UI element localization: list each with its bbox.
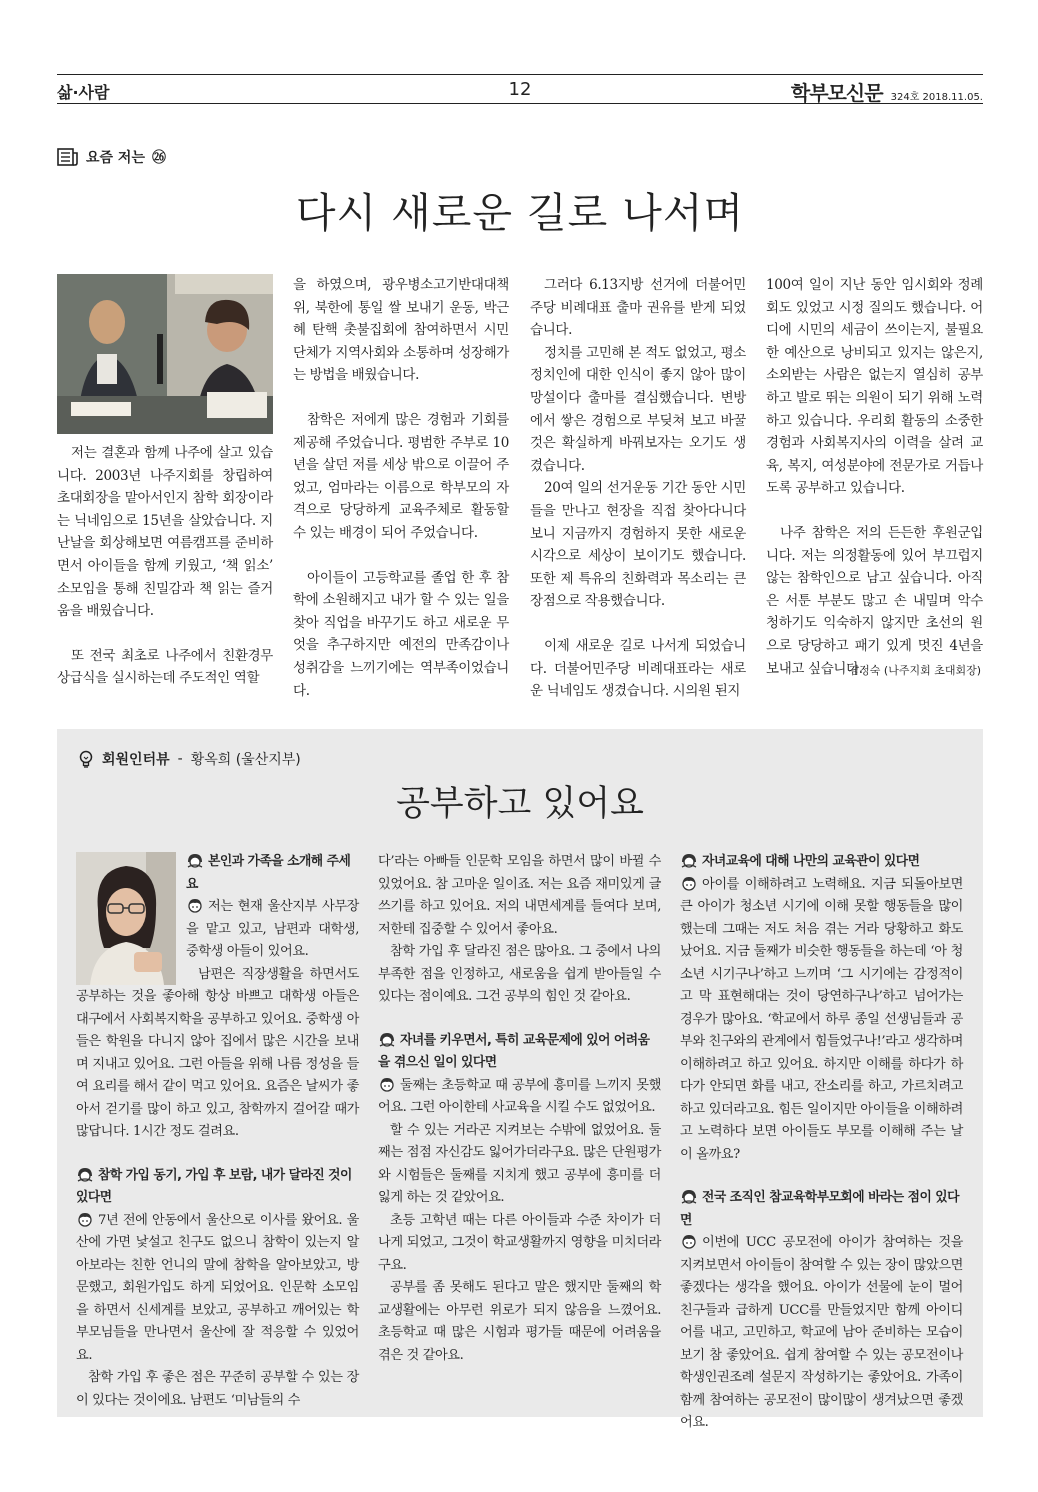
interview-title: 공부하고 있어요 <box>396 784 644 824</box>
interview-kicker <box>78 749 301 769</box>
question-2 <box>76 1165 359 1210</box>
interview-column-3 <box>680 851 963 1435</box>
paragraph: 을 하였으며, 광우병소고기반대대책위, 북한에 통일 쌀 보내기 운동, 박근혜 탄핵 촛불집회에 참여하면서 시민단체가 지역사회와 소통하며 성장해가는 방법을 배웠습니다. <box>293 277 509 384</box>
answer-3-continued: 초등 고학년 때는 다른 아이들과 수준 차이가 더 나게 되었고, 그것이 학교생활까지 영향을 미치더라구요. <box>378 1212 661 1273</box>
paragraph: 이제 새로운 길로 나서게 되었습니다. 더불어민주당 비례대표라는 새로운 닉네임도 생겼습니다. 시의원 된지 <box>530 637 746 700</box>
answer-3 <box>378 1075 661 1120</box>
article-column-2 <box>293 274 509 702</box>
interviewee-icon <box>378 1077 396 1092</box>
paragraph: 20여 일의 선거운동 기간 동안 시민들을 만나고 현장을 직접 찾아다니다 보니 지금까지 경험하지 못한 새로운 시각으로 세상이 보이기도 했습니다. 또한 제 특유의 친화력과 목소리는 큰 장점으로 작용했습니다. <box>530 480 746 610</box>
answer-1-continued: 남편은 직장생활을 하면서도 공부하는 것을 좋아해 항상 바쁘고 대학생 아들은 대구에서 사회복지학을 공부하고 있어요. 중학생 아들은 학원을 다니지 않아 집에서 많은 시간을 보내며 지내고 있어요. 그런 아들을 위해 나름 정성을 들여 요리를 해서 같이 먹고 있어요. 요즘은 날씨가 좋아서 걷기를 많이 하고 있고, 참학까지 걸어갈 때가 많답니다. 1시간 정도 걸려요. <box>76 966 359 1139</box>
kicker-label: 회원인터뷰 <box>102 752 170 768</box>
paragraph: 100여 일이 지난 동안 임시회와 정례회도 있었고 시정 질의도 했습니다. 어디에 시민의 세금이 쓰이는지, 불필요한 예산으로 낭비되고 있지는 않은지, 소외받는 사람은 없는지 열심히 공부하고 발로 뛰는 의원이 되기 위해 노력하고 있습니다. 우리회 활동의 소중한 경험과 사회복지사의 이력을 살려 교육, 복지, 여성분야에 전문가로 거듭나도록 공부하고 있습니다. <box>766 277 983 497</box>
interviewer-icon <box>378 1032 396 1047</box>
paragraph: 아이들이 고등학교를 졸업 한 후 참학에 소원해지고 내가 할 수 있는 일을 찾아 직업을 바꾸기도 하고 새로운 무엇을 추구하지만 예전의 만족감이나 성취감을 느끼기에는 역부족이었습니다. <box>293 569 509 699</box>
article-column-1 <box>57 442 273 690</box>
issue-info: 324호 2018.11.05. <box>890 92 983 103</box>
answer-2 <box>76 1210 359 1368</box>
lightbulb-icon <box>78 750 94 768</box>
answer-2-continued: 참학 가입 후 좋은 점은 꾸준히 공부할 수 있는 장이 있다는 것이에요. 남편도 ‘미남들의 수 <box>76 1370 359 1408</box>
interviewee-icon <box>186 898 204 913</box>
interviewer-icon <box>76 1167 94 1182</box>
newspaper-logo: 학부모신문 <box>790 81 883 105</box>
interviewer-icon <box>186 853 204 868</box>
answer-3-continued: 공부를 좀 못해도 된다고 말은 했지만 둘째의 학교생활에는 아무런 위로가 되지 않음을 느꼈어요. 초등학교 때 많은 시험과 평가들 때문에 어려움을 겪은 것 같아요. <box>378 1280 661 1363</box>
interviewee-name: 황옥희 (울산지부) <box>190 752 301 768</box>
interviewee-icon <box>76 1212 94 1227</box>
paragraph: 또 전국 최초로 나주에서 친환경무상급식을 실시하는데 주도적인 역할 <box>57 647 273 687</box>
article-title: 다시 새로운 길로 나서며 <box>295 189 745 237</box>
interviewer-icon <box>680 1189 698 1204</box>
page-number: 12 <box>508 79 532 100</box>
question-4 <box>680 851 963 874</box>
paragraph: 그러다 6.13지방 선거에 더불어민주당 비례대표 출마 권유를 받게 되었습니다. <box>530 277 746 339</box>
paragraph: 참학은 저에게 많은 경험과 기회를 제공해 주었습니다. 평범한 주부로 10년을 살던 저를 세상 밖으로 이끌어 주었고, 엄마라는 이름으로 학부모의 자격으로 당당하게 교육주체로 활동할 수 있는 배경이 되어 주었습니다. <box>293 411 509 541</box>
interviewer-icon <box>680 853 698 868</box>
answer-text: 둘째는 초등학교 때 공부에 흥미를 느끼지 못했어요. 그런 아이한테 사교육을 시킬 수도 없었어요. <box>378 1077 661 1115</box>
interviewee-icon <box>680 1234 698 1249</box>
byline: 김정숙 (나주지회 초대회장) <box>848 664 981 677</box>
answer-text: 7년 전에 안동에서 울산으로 이사를 왔어요. 울산에 가면 낯설고 친구도 없으니 참학이 있는지 알아보라는 친한 언니의 말에 참학을 알아보았고, 방문했고, 회원가입도 하게 되었어요. 인문학 소모임을 하면서 신세계를 보았고, 공부하고 깨어있는 학부모님들을 만나면서 울산에 잘 적응할 수 있었어요. <box>76 1212 359 1363</box>
question-3 <box>378 1030 661 1075</box>
answer-text: 이번에 UCC 공모전에 아이가 참여하는 것을 지켜보면서 아이들이 참여할 수 있는 장이 많았으면 좋겠다는 생각을 했어요. 아이가 선물에 눈이 멀어 친구들과 급하게 UCC를 만들었지만 함께 아이디어를 내고, 고민하고, 학교에 남아 준비하는 모습이 보기 참 좋았어요. 쉽게 참여할 수 있는 공모전이나 학생인권조례 설문지 작성하기는 좋았어요. 가족이 함께 참여하는 공모전이 많이많이 생겨났으면 좋겠어요. <box>680 1235 963 1430</box>
section-name: 삶·사람 <box>57 83 110 102</box>
answer-3-continued: 할 수 있는 거라곤 지켜보는 수밖에 없었어요. 둘째는 점점 자신감도 잃어가더라구요. 많은 단원평가와 시험들은 둘째를 지치게 했고 공부에 흥미를 더 잃게 하는 것 같았어요. <box>378 1122 661 1205</box>
question-5 <box>680 1187 963 1232</box>
interviewee-icon <box>680 876 698 891</box>
answer-2-continued: 참학 가입 후 달라진 점은 많아요. 그 중에서 나의 부족한 점을 인정하고, 새로움을 쉽게 받아들일 수 있다는 점이예요. 그건 공부의 힘인 것 같아요. <box>378 944 661 1004</box>
answer-5 <box>680 1232 963 1435</box>
article-photo <box>57 274 273 434</box>
answer-text: 아이를 이해하려고 노력해요. 지금 되돌아보면 큰 아이가 청소년 시기에 이해 못할 행동들을 많이 했는데 그때는 저도 처음 겪는 거라 당황하고 화도 났어요. 지금 둘째가 비슷한 행동들을 하는데 ‘아 청소년 시기구나’하고 느끼며 ‘그 시기에는 감정적이고 막 표현해대는 것이 당연하구나’하고 넘어가는 경우가 많아요. ‘학교에서 하루 종일 선생님들과 공부와 친구와의 관계에서 힘들었구나!’라고 생각하며 이해하려고 하고 있어요. 하지만 이해를 하다가 하다가 안되면 화를 내고, 잔소리를 하고, 가르치려고 하고 있더라고요. 힘든 일이지만 아이들을 이해하려고 노력하다 보면 아이들도 부모를 이해해 주는 날이 올까요? <box>680 876 963 1162</box>
kicker-separator: - <box>177 751 183 767</box>
question-text: 본인과 가족을 소개해 주세요 <box>186 854 351 892</box>
question-1 <box>186 851 359 896</box>
paragraph: 정치를 고민해 본 적도 없었고, 평소 정치인에 대한 인식이 좋지 않아 많이 망설이다 출마를 결심했습니다. 변방에서 쌓은 경험으로 부딪쳐 보고 바꿀 것은 확실하게 바꿔보자는 오기도 생겼습니다. <box>530 344 746 474</box>
answer-4 <box>680 874 963 1167</box>
question-text: 참학 가입 동기, 가입 후 보람, 내가 달라진 것이 있다면 <box>76 1167 352 1205</box>
article-column-4 <box>766 274 983 680</box>
newspaper-icon <box>57 148 79 166</box>
series-number: ㉖ <box>151 150 166 166</box>
series-label <box>57 146 166 168</box>
question-text: 전국 조직인 참교육학부모회에 바라는 점이 있다면 <box>680 1190 960 1228</box>
answer-2-continued: 다’라는 아빠들 인문학 모임을 하면서 많이 바뀔 수 있었어요. 참 고마운 일이죠. 저는 요즘 재미있게 글쓰기를 하고 있어요. 저의 내면세계를 들여다 보며, 저한테 집중할 수 있어서 좋아요. <box>378 854 661 937</box>
page-header <box>57 74 983 104</box>
interview-column-1 <box>76 851 359 1412</box>
answer-text: 저는 현재 울산지부 사무장을 맡고 있고, 남편과 대학생, 중학생 아들이 있어요. <box>186 899 359 959</box>
paragraph: 저는 결혼과 함께 나주에 살고 있습니다. 2003년 나주지회를 창립하여 초대회장을 맡아서인지 참학 회장이라는 닉네임으로 15년을 살았습니다. 지난날을 회상해보면 여름캠프를 준비하면서 아이들을 함께 키웠고, ‘책 읽소’ 소모임을 통해 친밀감과 책 읽는 즐거움을 배웠습니다. <box>57 445 273 620</box>
article-column-3 <box>530 274 746 703</box>
series-title: 요즘 저는 <box>86 150 145 166</box>
interview-column-2 <box>378 851 661 1367</box>
paragraph: 나주 참학은 저의 든든한 후원군입니다. 저는 의정활동에 있어 부끄럽지 않는 참학인으로 남고 싶습니다. 아직은 서툰 부분도 많고 손 내밀며 악수 청하기도 익숙하지 않지만 초선의 원으로 당당하고 패기 있게 멋진 4년을 보내고 싶습니다. <box>766 524 983 677</box>
masthead <box>791 77 983 106</box>
answer-1 <box>186 896 359 964</box>
question-text: 자녀를 키우면서, 특히 교육문제에 있어 어려움을 겪으신 일이 있다면 <box>378 1032 650 1070</box>
question-text: 자녀교육에 대해 나만의 교육관이 있다면 <box>702 854 920 869</box>
